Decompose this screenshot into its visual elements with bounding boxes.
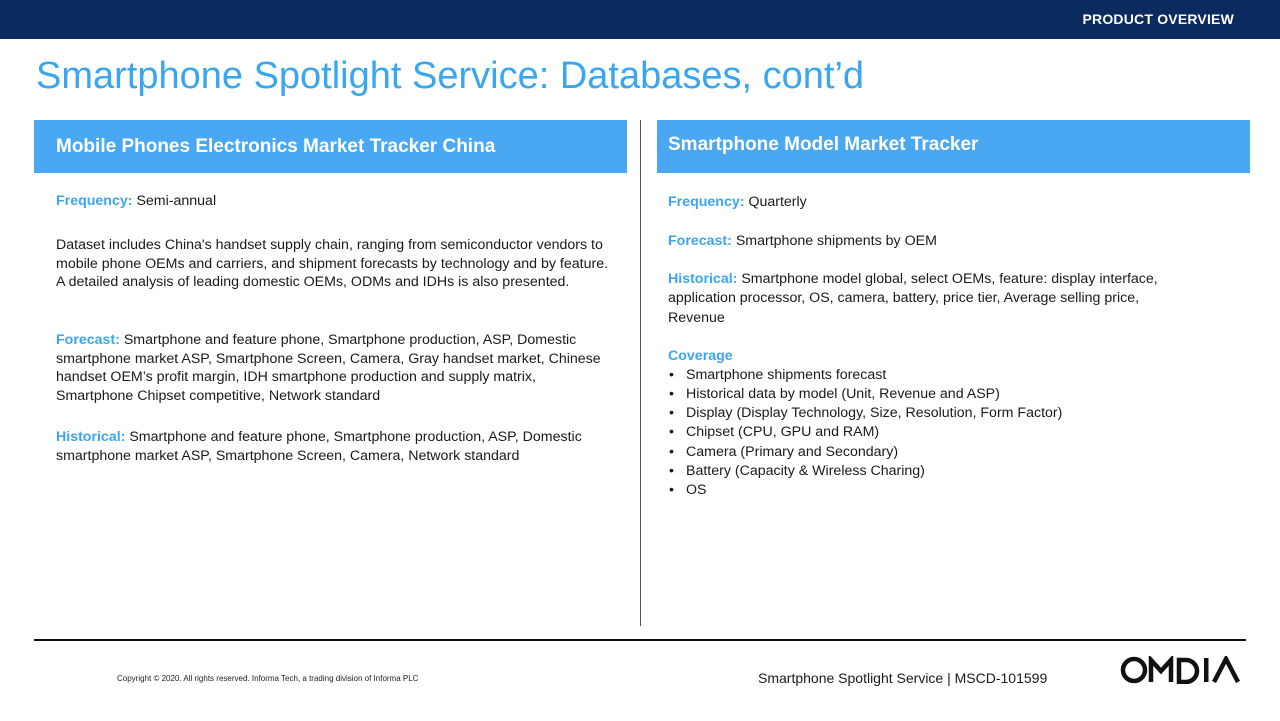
forecast-value: Smartphone and feature phone, Smartphone production, ASP, Domestic smartphone market ASP, Smartphone Screen, Camera, Gray handset market, Chinese handset OEM’s profit margin, IDH smartphone production and supply matrix, Smartphone Chipset competitive, Network standard: [56, 332, 601, 404]
historical-value: Smartphone and feature phone, Smartphone production, ASP, Domestic smartphone market ASP, Smartphone Screen, Camera, Network standard: [56, 429, 582, 464]
coverage-item: • Battery (Capacity & Wireless Charing): [668, 462, 1228, 481]
forecast-label: Forecast:: [668, 233, 732, 249]
footer-rule: [34, 639, 1246, 641]
left-frequency: [56, 192, 616, 211]
left-forecast: [56, 331, 611, 405]
coverage-item: • Historical data by model (Unit, Revenue and ASP): [668, 385, 1228, 404]
left-description: Dataset includes China's handset supply chain, ranging from semiconductor vendors to mobile phone OEMs and carriers, and shipment forecasts by technology and by feature. A detailed analysis of leading domestic OEMs, ODMs and IDHs is also presented.: [56, 237, 609, 291]
forecast-value: Smartphone shipments by OEM: [735, 233, 937, 249]
left-panel-heading: [34, 120, 627, 173]
coverage-item: • Smartphone shipments forecast: [668, 366, 1228, 385]
coverage-item: • Display (Display Technology, Size, Resolution, Form Factor): [668, 404, 1228, 423]
historical-label: Historical:: [56, 429, 126, 445]
forecast-label: Forecast:: [56, 332, 120, 348]
left-historical: [56, 428, 611, 465]
coverage-item: • OS: [668, 481, 1228, 500]
coverage-item: • Chipset (CPU, GPU and RAM): [668, 423, 1228, 442]
page-title: Smartphone Spotlight Service: Databases, cont’d: [36, 55, 865, 97]
section-label: PRODUCT OVERVIEW: [1082, 11, 1234, 27]
frequency-value: Semi-annual: [136, 193, 217, 209]
footer-service-reference: Smartphone Spotlight Service | MSCD-101599: [758, 670, 1048, 686]
historical-value: Smartphone model global, select OEMs, feature: display interface, application processor, OS, camera, battery, price tier, Average selling price, Revenue: [668, 271, 1158, 326]
right-frequency: [668, 193, 1228, 212]
omdia-logo-icon: [1120, 656, 1244, 684]
right-forecast: [668, 232, 1228, 251]
coverage-label: Coverage: [668, 348, 733, 364]
left-panel-heading-text: Mobile Phones Electronics Market Tracker China: [56, 135, 496, 157]
coverage-list: [668, 366, 1228, 501]
historical-label: Historical:: [668, 271, 738, 287]
frequency-value: Quarterly: [748, 194, 807, 210]
right-historical: [668, 270, 1198, 328]
copyright-text: Copyright © 2020. All rights reserved. Informa Tech, a trading division of Informa PLC: [117, 674, 419, 683]
right-coverage: [668, 347, 1228, 501]
omdia-logo: [1120, 656, 1244, 689]
top-banner: [0, 0, 1280, 39]
frequency-label: Frequency:: [668, 194, 745, 210]
column-divider: [640, 120, 641, 626]
right-panel-heading-text: Smartphone Model Market Tracker: [668, 133, 979, 155]
frequency-label: Frequency:: [56, 193, 133, 209]
right-panel-heading: [657, 120, 1250, 173]
coverage-item: • Camera (Primary and Secondary): [668, 443, 1228, 462]
